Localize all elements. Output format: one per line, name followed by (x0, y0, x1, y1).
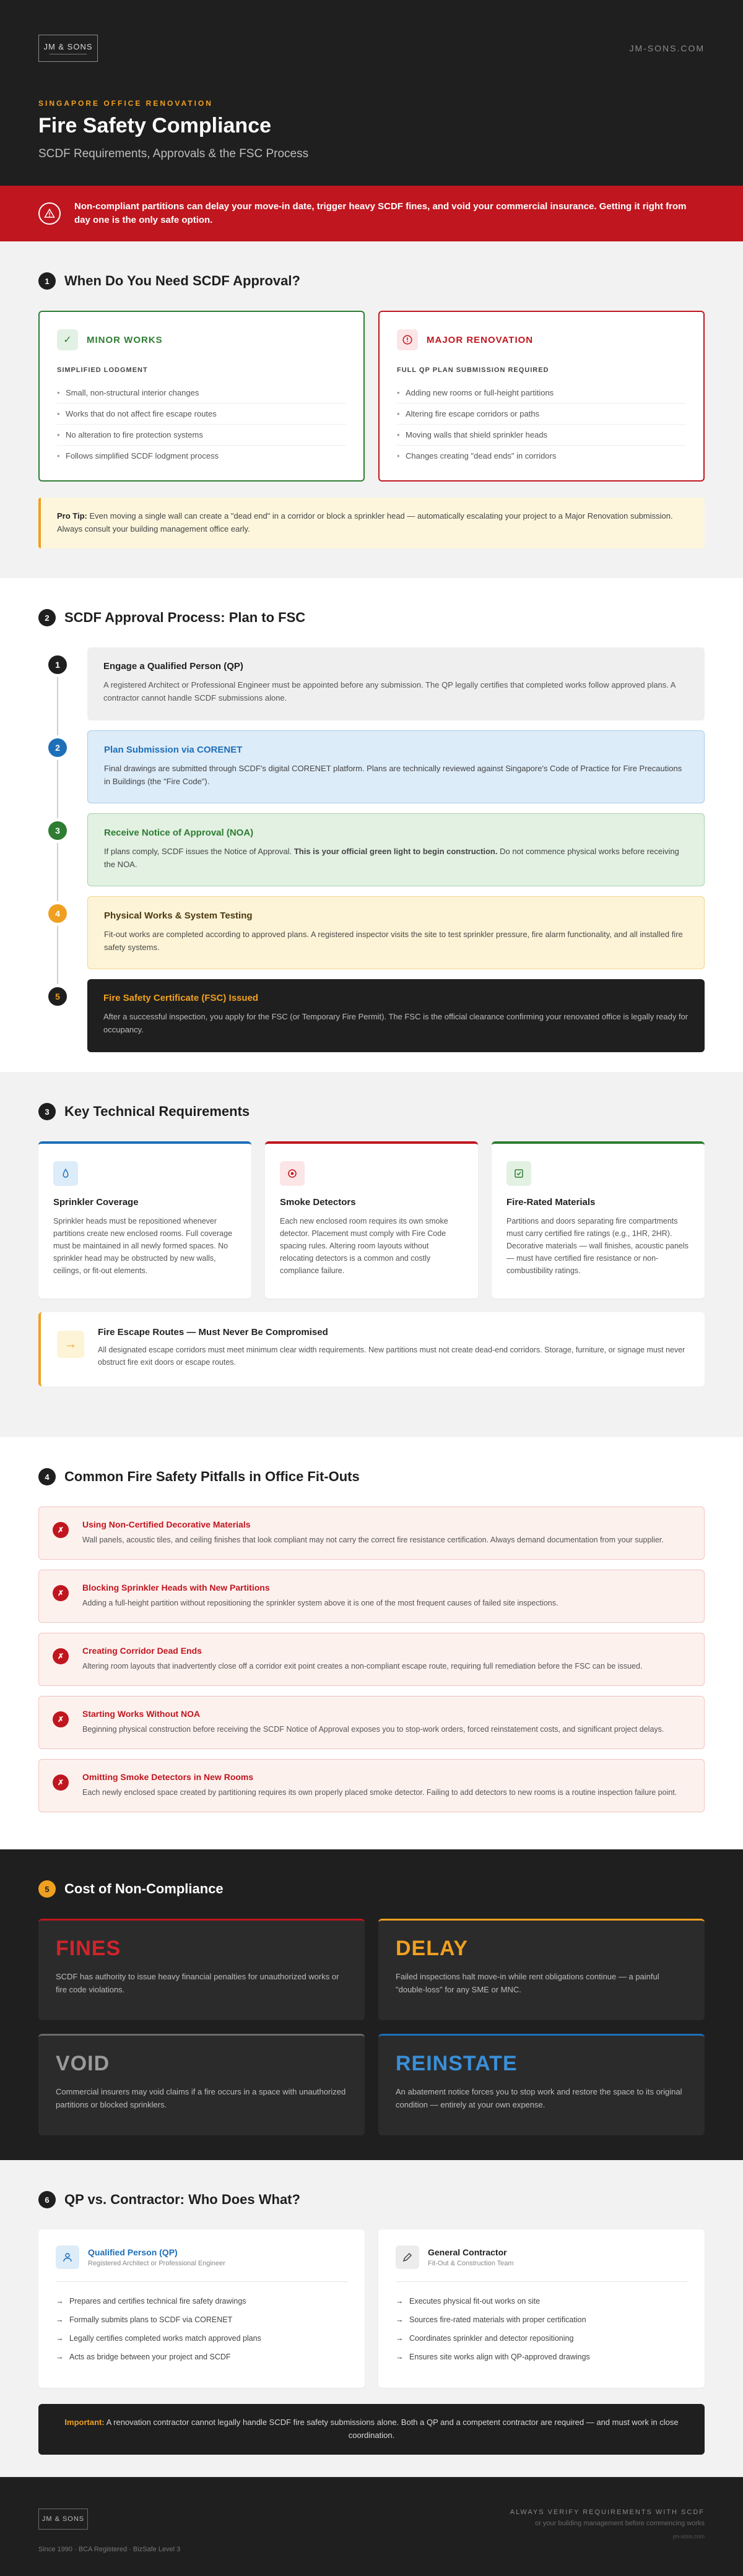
list-item: → Coordinates sprinkler and detector repositioning (396, 2329, 687, 2348)
role-heading (428, 2247, 514, 2267)
pitfall-text: Altering room layouts that inadvertently close off a corridor exit point creates a non-compliant escape route, requiring full remediation before the FSC can be issued. (82, 1662, 643, 1671)
card-header (397, 329, 686, 350)
step-title: Receive Notice of Approval (NOA) (104, 828, 254, 838)
pitfall-item (38, 1570, 705, 1623)
cost-card-reinstate (378, 2034, 705, 2135)
section-scdf-approval (0, 241, 743, 578)
sprinkler-icon (53, 1161, 78, 1186)
logo[interactable] (38, 35, 98, 62)
hero-eyebrow: SINGAPORE OFFICE RENOVATION (38, 99, 213, 108)
role-title: Qualified Person (QP) (88, 2247, 178, 2257)
step-number: 5 (45, 984, 70, 1009)
step-number: 4 (45, 901, 70, 926)
callout-title: Fire Escape Routes — Must Never Be Compromised (98, 1327, 328, 1338)
section-title: QP vs. Contractor: Who Does What? (64, 2192, 300, 2207)
pitfall-body (82, 1583, 558, 1610)
pitfall-title: Creating Corridor Dead Ends (82, 1646, 202, 1656)
list-item: → Formally submits plans to SCDF via CORENET (56, 2310, 347, 2329)
contractor-duties-list (396, 2292, 687, 2366)
warning-text: Non-compliant partitions can delay your move-in date, trigger heavy SCDF fines, and void your commercial insurance. Getting it right from day one is the only safe option. (74, 201, 687, 225)
list-item: • Follows simplified SCDF lodgment process (57, 446, 346, 466)
minor-works-card (38, 311, 365, 482)
section-heading (38, 609, 705, 626)
fire-rated-materials-card (492, 1141, 705, 1299)
list-item: → Ensures site works align with QP-approved drawings (396, 2348, 687, 2366)
cost-title: VOID (56, 2052, 110, 2075)
alert-circle-icon (397, 329, 418, 350)
major-renovation-card (378, 311, 705, 482)
pitfall-text: Wall panels, acoustic tiles, and ceiling finishes that look compliant may not carry the correct fire resistance certification. Always demand documentation from your supplier. (82, 1536, 664, 1544)
footer-credentials: Since 1990 · BCA Registered · BizSafe Level 3 (38, 2546, 181, 2553)
card-text: Sprinkler heads must be repositioned whenever partitions create new enclosed rooms. Full coverage must be maintained in all newly formed spaces. No sprinkler head may be obstructed by new walls, ceilings, or fit-out elements. (53, 1217, 233, 1275)
card-header (57, 329, 346, 350)
list-item: • Moving walls that shield sprinkler heads (397, 425, 686, 446)
pitfall-text: Each newly enclosed space created by partitioning requires its own properly placed smoke detector. Failing to add detectors to new rooms is a routine inspection failure point. (82, 1788, 677, 1797)
cost-text: SCDF has authority to issue heavy financial penalties for unauthorized works or fire code violations. (56, 1972, 339, 1994)
section-number: 3 (38, 1103, 56, 1120)
step-card (87, 647, 705, 720)
section-heading (38, 1880, 705, 1898)
footer-site-link[interactable]: jm-sons.com (672, 2533, 705, 2539)
section-pitfalls (0, 1437, 743, 1849)
pitfall-text: Adding a full-height partition without repositioning the sprinkler system above it is one of the most frequent causes of failed site inspections. (82, 1599, 558, 1607)
step-text: Final drawings are submitted through SCDF's digital CORENET platform. Plans are technically reviewed against Singapore's Code of Practice for Fire Precautions in Buildings (the "Fire Code"). (104, 764, 682, 786)
step-card (87, 896, 705, 969)
section-title: Common Fire Safety Pitfalls in Office Fit-Outs (64, 1469, 360, 1484)
callout-text: All designated escape corridors must meet minimum clear width requirements. New partitions must not create dead-end corridors. Storage, furniture, or signage must never obstruct fire exit doors or escape routes. (98, 1346, 685, 1367)
section-number: 4 (38, 1468, 56, 1485)
arrow-right-icon: → (57, 1331, 84, 1358)
section-number: 1 (38, 272, 56, 290)
section-number: 5 (38, 1880, 56, 1898)
section-title: Cost of Non-Compliance (64, 1881, 224, 1896)
section-number: 2 (38, 609, 56, 626)
card-title: Fire-Rated Materials (506, 1197, 596, 1208)
section-qp-vs-contractor (0, 2160, 743, 2477)
x-icon: ✗ (53, 1585, 69, 1601)
pitfall-item (38, 1633, 705, 1686)
qp-card (38, 2229, 365, 2388)
section-title: When Do You Need SCDF Approval? (64, 273, 300, 288)
important-text: A renovation contractor cannot legally handle SCDF fire safety submissions alone. Both a QP and a competent contractor are required — and must work in close coordination. (104, 2418, 679, 2440)
step-card (87, 730, 705, 803)
role-header (56, 2245, 347, 2282)
pencil-icon (396, 2245, 419, 2269)
requirements-grid (38, 1141, 705, 1299)
x-icon: ✗ (53, 1648, 69, 1664)
step-title: Engage a Qualified Person (QP) (103, 661, 243, 672)
section-cost-of-noncompliance (0, 1849, 743, 2160)
section-approval-process (0, 578, 743, 1072)
callout-body (98, 1327, 689, 1368)
process-timeline (38, 647, 705, 1052)
check-icon: ✓ (57, 329, 78, 350)
pitfall-item (38, 1696, 705, 1749)
timeline-step (38, 896, 705, 969)
step-number: 2 (45, 735, 70, 760)
card-title: Smoke Detectors (280, 1197, 356, 1208)
role-subtitle: Registered Architect or Professional Engineer (88, 2260, 225, 2267)
pitfall-title: Blocking Sprinkler Heads with New Partitions (82, 1583, 270, 1593)
list-item: • No alteration to fire protection systems (57, 425, 346, 446)
cost-grid (38, 1919, 705, 2135)
cost-title: REINSTATE (396, 2052, 518, 2075)
cost-title: FINES (56, 1937, 121, 1960)
list-item: → Sources fire-rated materials with proper certification (396, 2310, 687, 2329)
list-item: • Changes creating "dead ends" in corridors (397, 446, 686, 466)
timeline-step (38, 813, 705, 886)
timeline-step (38, 979, 705, 1052)
cost-text: Failed inspections halt move-in while rent obligations continue — a painful "double-loss" for any SME or MNC. (396, 1972, 659, 1994)
step-card (87, 979, 705, 1052)
pitfall-title: Omitting Smoke Detectors in New Rooms (82, 1772, 254, 1782)
section-title: Key Technical Requirements (64, 1104, 250, 1119)
footer-disclaimer-text: or your building management before commencing works (535, 2520, 705, 2527)
roles-grid (38, 2229, 705, 2388)
sprinkler-card (38, 1141, 251, 1299)
x-icon: ✗ (53, 1711, 69, 1727)
footer-disclaimer-title: ALWAYS VERIFY REQUIREMENTS WITH SCDF (510, 2509, 705, 2516)
site-url-link[interactable]: JM-SONS.COM (629, 43, 705, 53)
section-heading (38, 1468, 705, 1485)
list-item: → Legally certifies completed works match approved plans (56, 2329, 347, 2348)
step-number: 1 (45, 652, 70, 677)
qp-duties-list (56, 2292, 347, 2366)
section-heading (38, 272, 705, 290)
step-text: A registered Architect or Professional Engineer must be appointed before any submission. The QP legally certifies that completed works follow approved plans. A contractor cannot handle SCDF submissions alone. (103, 680, 676, 702)
footer-disclaimer (510, 2509, 705, 2539)
smoke-detector-icon (280, 1161, 305, 1186)
pitfall-title: Starting Works Without NOA (82, 1709, 201, 1719)
footer (0, 2477, 743, 2576)
section-heading (38, 1103, 705, 1120)
contractor-card (378, 2229, 705, 2388)
pitfall-body (82, 1646, 642, 1673)
page-title: Fire Safety Compliance (38, 114, 272, 137)
step-text-emphasis: This is your official green light to begin construction. (293, 847, 498, 856)
card-title: MAJOR RENOVATION (427, 334, 534, 345)
step-number: 3 (45, 818, 70, 843)
smoke-detector-card (265, 1141, 478, 1299)
step-text-c: Do not commence physical works before receiving the NOA. (104, 847, 679, 869)
step-text-a: If plans comply, SCDF issues the Notice of Approval. (104, 847, 294, 856)
role-header (396, 2245, 687, 2282)
warning-banner (0, 186, 743, 241)
step-text: Fit-out works are completed according to approved plans. A registered inspector visits the site to test sprinkler pressure, fire alarm functionality, and all installed fire safety systems. (104, 930, 683, 952)
pitfall-item (38, 1506, 705, 1560)
timeline-step (38, 647, 705, 720)
pro-tip-label: Pro Tip: (57, 511, 87, 521)
list-item: • Works that do not affect fire escape routes (57, 404, 346, 425)
role-subtitle: Fit-Out & Construction Team (428, 2260, 514, 2267)
pitfall-text: Beginning physical construction before receiving the SCDF Notice of Approval exposes you to stop-work orders, forced reinstatement costs, and significant project delays. (82, 1725, 664, 1734)
section-heading (38, 2191, 705, 2208)
list-item: • Altering fire escape corridors or paths (397, 404, 686, 425)
x-icon: ✗ (53, 1774, 69, 1791)
step-card (87, 813, 705, 886)
step-title: Fire Safety Certificate (FSC) Issued (103, 993, 259, 1003)
card-text: Partitions and doors separating fire compartments must carry certified fire ratings (e.g., 1HR, 2HR). Decorative materials — wall finishes, acoustic panels — must have certified fire resistance or non-combustibility ratings. (506, 1217, 689, 1275)
step-text: After a successful inspection, you apply for the FSC (or Temporary Fire Permit). The FSC is the official clearance confirming your renovated office is legally ready for occupancy. (103, 1012, 689, 1034)
section-technical-requirements (0, 1072, 743, 1437)
card-subtitle: FULL QP PLAN SUBMISSION REQUIRED (397, 366, 549, 374)
card-text: Each new enclosed room requires its own smoke detector. Placement must comply with Fire Code spacing rules. Altering room layouts without relocating detectors is a common and costly compliance failure. (280, 1217, 448, 1275)
cost-text: An abatement notice forces you to stop work and restore the space to its original condition — entirely at your own expense. (396, 2087, 682, 2109)
list-item: • Adding new rooms or full-height partitions (397, 383, 686, 404)
pitfall-body (82, 1772, 677, 1799)
major-renovation-list (397, 383, 686, 466)
person-icon (56, 2245, 79, 2269)
footer-logo[interactable]: JM & SONS (38, 2509, 88, 2530)
step-text (104, 845, 688, 871)
cost-card-fines (38, 1919, 365, 2020)
pitfall-title: Using Non-Certified Decorative Materials (82, 1519, 251, 1529)
x-icon: ✗ (53, 1522, 69, 1538)
pitfall-item (38, 1759, 705, 1812)
hero-header (0, 0, 743, 186)
section-title: SCDF Approval Process: Plan to FSC (64, 610, 306, 625)
logo-text: JM & SONS (43, 42, 93, 51)
certified-check-icon (506, 1161, 531, 1186)
page-subtitle: SCDF Requirements, Approvals & the FSC Process (38, 147, 309, 160)
role-title: General Contractor (428, 2247, 507, 2257)
card-subtitle: SIMPLIFIED LODGMENT (57, 366, 148, 374)
list-item: → Prepares and certifies technical fire safety drawings (56, 2292, 347, 2310)
pitfall-body (82, 1519, 664, 1547)
cost-text: Commercial insurers may void claims if a fire occurs in a space with unauthorized partitions or blocked sprinklers. (56, 2087, 346, 2109)
list-item: • Small, non-structural interior changes (57, 383, 346, 404)
works-grid (38, 311, 705, 482)
pro-tip-text: Even moving a single wall can create a "dead end" in a corridor or block a sprinkler head — automatically escalating your project to a Major Renovation submission. Always consult your building management office early. (57, 511, 673, 534)
important-note (38, 2404, 705, 2455)
list-item: → Executes physical fit-out works on site (396, 2292, 687, 2310)
card-title: MINOR WORKS (87, 334, 163, 345)
cost-title: DELAY (396, 1937, 469, 1960)
fire-escape-callout (38, 1312, 705, 1386)
card-title: Sprinkler Coverage (53, 1197, 139, 1208)
section-number: 6 (38, 2191, 56, 2208)
pro-tip (38, 498, 705, 548)
step-title: Physical Works & System Testing (104, 910, 253, 921)
cost-card-delay (378, 1919, 705, 2020)
timeline-step (38, 730, 705, 803)
pitfall-body (82, 1709, 664, 1736)
role-heading (88, 2247, 225, 2267)
warning-icon (38, 202, 61, 225)
step-title: Plan Submission via CORENET (104, 745, 243, 755)
important-label: Important: (64, 2418, 105, 2427)
minor-works-list (57, 383, 346, 466)
cost-card-void (38, 2034, 365, 2135)
list-item: → Acts as bridge between your project and SCDF (56, 2348, 347, 2366)
